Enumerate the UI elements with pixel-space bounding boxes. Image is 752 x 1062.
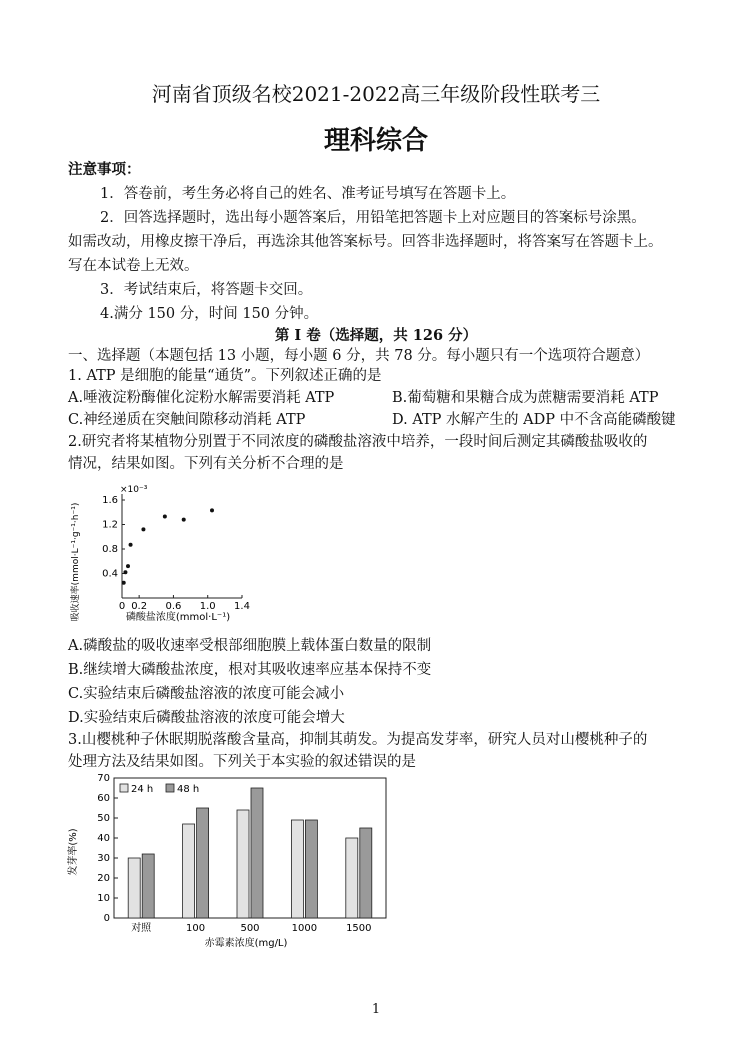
scatter-point: [141, 527, 145, 531]
page-number: 1: [371, 1002, 381, 1017]
bar: [305, 820, 317, 918]
q1-option-d: D. ATP 水解产生的 ADP 中不含高能磷酸键: [392, 412, 676, 428]
plot-frame: [114, 778, 386, 918]
bar: [346, 838, 358, 918]
x-tick-label: 500: [240, 923, 260, 934]
notice-item-1: 1．答卷前，考生务必将自己的姓名、准考证号填写在答题卡上。: [100, 186, 516, 202]
phosphate-uptake-scatter-chart: [60, 478, 280, 628]
notice-item-4: 4.满分 150 分，时间 150 分钟。: [100, 306, 319, 322]
notice-heading: 注意事项：: [68, 161, 141, 178]
x-tick-label: 1.4: [234, 601, 250, 612]
subject-title: 理科综合: [323, 126, 428, 156]
q2-option-b: B.继续增大磷酸盐浓度，根对其吸收速率应基本保持不变: [68, 662, 432, 678]
y-tick-label: 40: [97, 833, 110, 844]
q1-stem: 1. ATP 是细胞的能量“通货”。下列叙述正确的是: [68, 368, 382, 384]
x-tick-label: 0.2: [131, 601, 148, 612]
bar: [251, 788, 263, 918]
legend-swatch: [120, 784, 128, 792]
y-scale-note: ×10⁻³: [120, 485, 148, 495]
scatter-point: [126, 564, 130, 568]
part-1-heading: 一、选择题（本题包括 13 小题，每小题 6 分，共 78 分。每小题只有一个选项符合题意）: [68, 348, 650, 364]
y-tick-label: 60: [97, 793, 110, 804]
bar: [142, 854, 154, 918]
x-axis-label: 磷酸盐浓度(mmol·L⁻¹): [125, 612, 231, 623]
q1-option-b: B.葡萄糖和果糖合成为蔗糖需要消耗 ATP: [392, 390, 659, 406]
y-tick-label: 1.2: [102, 519, 118, 531]
notice-item-3: 3．考试结束后，将答题卡交回。: [100, 282, 313, 298]
q3-stem-line-1: 3.山樱桃种子休眠期脱落酸含量高，抑制其萌发。为提高发芽率，研究人员对山樱桃种子的: [68, 732, 648, 748]
y-tick-label: 70: [97, 773, 110, 784]
y-axis-label: 发芽率(%): [68, 828, 79, 876]
legend-label: 48 h: [177, 784, 200, 795]
x-tick-label: 0: [118, 601, 126, 612]
y-tick-label: 0: [103, 913, 110, 924]
bar: [183, 824, 195, 918]
volume-title: 第 I 卷（选择题，共 126 分）: [274, 327, 478, 344]
bar: [291, 820, 303, 918]
x-tick-label: 对照: [131, 923, 152, 934]
x-tick-label: 1.0: [199, 601, 216, 612]
notice-item-2-line-3: 写在本试卷上无效。: [68, 258, 199, 274]
notice-item-2-line-2: 如需改动，用橡皮擦干净后，再选涂其他答案标号。回答非选择题时，将答案写在答题卡上。: [68, 234, 663, 250]
q2-option-c: C.实验结束后磷酸盐溶液的浓度可能会减小: [68, 686, 345, 702]
germination-rate-bar-chart: [62, 768, 394, 950]
x-tick-label: 100: [186, 923, 206, 934]
bar: [237, 810, 249, 918]
y-tick-label: 50: [97, 813, 110, 824]
scatter-point: [123, 570, 127, 574]
scatter-point: [122, 581, 126, 585]
y-tick-label: 0.8: [102, 544, 118, 555]
legend-label: 24 h: [131, 784, 154, 795]
exam-title: 河南省顶级名校2021-2022高三年级阶段性联考三: [151, 82, 601, 106]
q2-stem-line-1: 2.研究者将某植物分别置于不同浓度的磷酸盐溶液中培养，一段时间后测定其磷酸盐吸收的: [68, 434, 648, 450]
y-tick-label: 30: [97, 853, 110, 864]
y-tick-label: 0.4: [102, 568, 118, 580]
q3-stem-line-2: 处理方法及结果如图。下列关于本实验的叙述错误的是: [68, 754, 416, 770]
q2-option-a: A.磷酸盐的吸收速率受根部细胞膜上载体蛋白数量的限制: [68, 638, 432, 654]
scatter-point: [182, 518, 186, 522]
y-tick-label: 1.6: [102, 495, 118, 506]
y-tick-label: 10: [97, 893, 110, 904]
y-tick-label: 20: [97, 873, 110, 884]
legend-swatch: [166, 784, 174, 792]
x-tick-label: 1000: [291, 923, 318, 934]
scatter-point: [210, 508, 214, 512]
y-axis-label: 吸收速率(mmol·L⁻¹·g⁻¹·h⁻¹): [71, 502, 81, 622]
q2-option-d: D.实验结束后磷酸盐溶液的浓度可能会增大: [68, 710, 345, 726]
bar: [128, 858, 140, 918]
scatter-point: [129, 543, 133, 547]
bar: [197, 808, 209, 918]
q1-option-c: C.神经递质在突触间隙移动消耗 ATP: [68, 412, 306, 428]
bar: [360, 828, 372, 918]
notice-item-2-line-1: 2．回答选择题时，选出每小题答案后，用铅笔把答题卡上对应题目的答案标号涂黑。: [100, 210, 646, 226]
q1-option-a: A.唾液淀粉酶催化淀粉水解需要消耗 ATP: [68, 390, 335, 406]
x-tick-label: 1500: [346, 923, 372, 934]
q2-stem-line-2: 情况，结果如图。下列有关分析不合理的是: [68, 456, 344, 472]
x-axis-label: 赤霉素浓度(mg/L): [204, 938, 288, 949]
scatter-point: [163, 515, 167, 519]
x-tick-label: 0.6: [165, 601, 182, 612]
